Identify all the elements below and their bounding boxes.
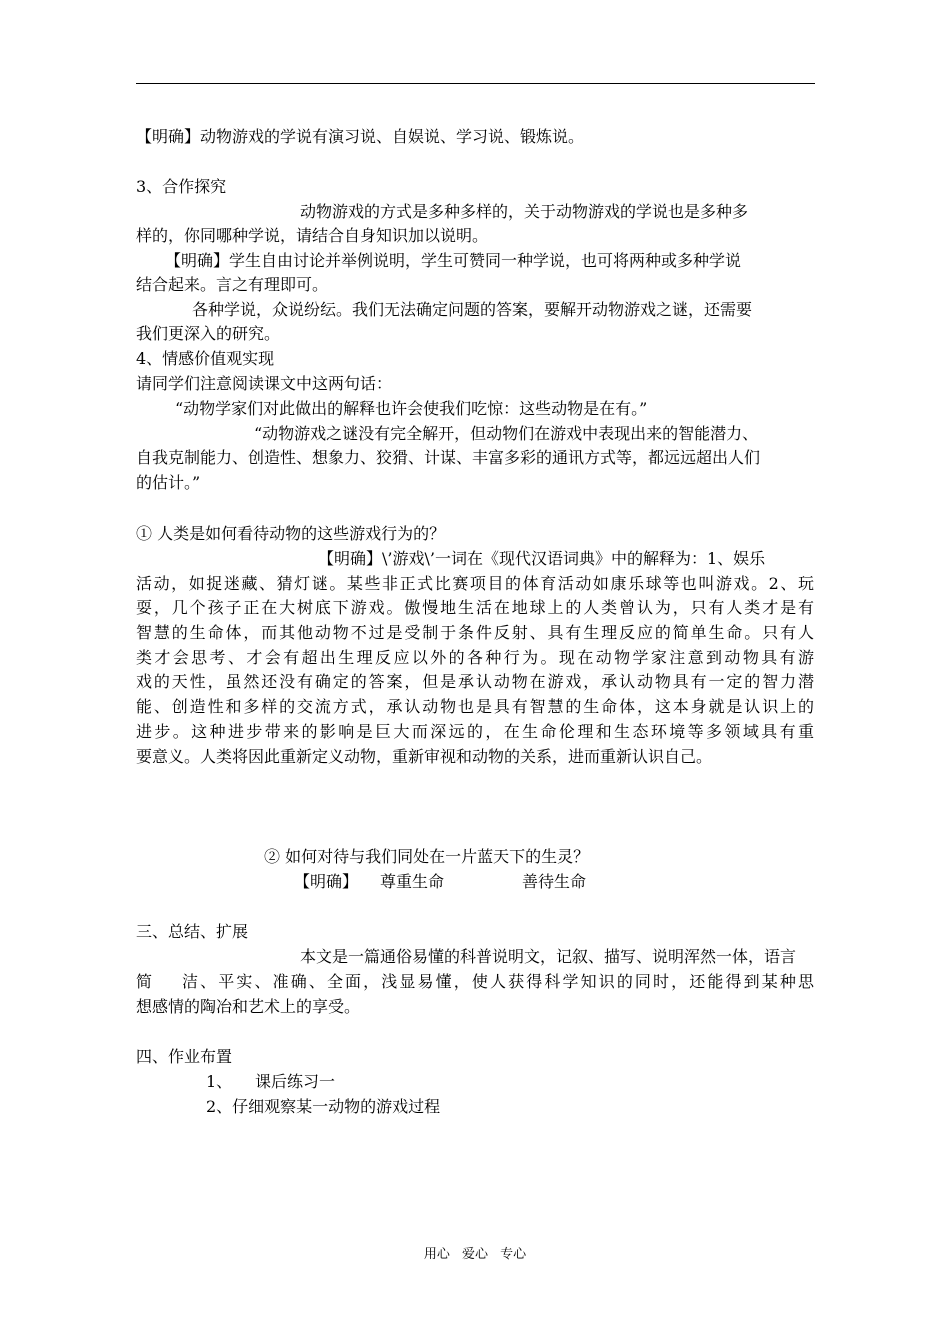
quote-two-line: 自我克制能力、创造性、想象力、狡猾、计谋、丰富多彩的通讯方式等，都远远超出人们 [136, 448, 761, 467]
homework-item-number: 1、 [206, 1072, 233, 1091]
answer-one-line: 【明确】\’游戏\’一词在《现代汉语词典》中的解释为：1、娱乐 [318, 549, 766, 568]
inquiry-question-line: 动物游戏的方式是多种多样的，关于动物游戏的学说也是多种多 [300, 202, 749, 221]
page-footer: 用心 爱心 专心 [423, 1247, 527, 1262]
answer-one-line: 要意义。人类将因此重新定义动物，重新审视和动物的关系，进而重新认识自己。 [136, 747, 713, 766]
answer-one-line: 能、创造性和多样的交流方式，承认动物也是具有智慧的生命体，这本身就是认识上的 [136, 697, 814, 716]
summary-line: 想感情的陶冶和艺术上的享受。 [136, 997, 361, 1016]
homework-item: 2、仔细观察某一动物的游戏过程 [206, 1097, 441, 1116]
summary-line: 洁、平实、准确、全面，浅显易懂，使人获得科学知识的同时，还能得到某种思 [182, 972, 814, 991]
answer-one-line: 智慧的生命体，而其他动物不过是受制于条件反射、具有生理反应的简单生命。只有人 [136, 623, 814, 642]
answer-two-label: 【明确】 [294, 872, 359, 891]
answer-one-line: 戏的天性，虽然还没有确定的答案，但是承认动物在游戏，承认动物具有一定的智力潜 [136, 672, 814, 691]
answer-one-line: 活动，如捉迷藏、猜灯谜。某些非正式比赛项目的体育活动如康乐球等也叫游戏。2、玩 [136, 574, 814, 593]
header-rule [136, 83, 815, 84]
answer-one-line: 类才会思考、才会有超出生理反应以外的各种行为。现在动物学家注意到动物具有游 [136, 648, 814, 667]
question-one: ① 人类是如何看待动物的这些游戏行为的？ [136, 524, 446, 543]
inquiry-answer-line: 【明确】学生自由讨论并举例说明，学生可赞同一种学说，也可将两种或多种学说 [165, 251, 742, 270]
answer-two-respect-life: 尊重生命 [380, 872, 445, 891]
summary-line: 本文是一篇通俗易懂的科普说明文，记叙、描写、说明浑然一体，语言 [300, 947, 797, 966]
inquiry-answer-line: 结合起来。言之有理即可。 [136, 275, 329, 294]
answer-one-line: 进步。这种进步带来的影响是巨大而深远的，在生命伦理和生态环境等多领域具有重 [136, 722, 814, 741]
section-heading-values: 4、情感价值观实现 [136, 349, 275, 368]
quote-one: “动物学家们对此做出的解释也许会使我们吃惊：这些动物是在有。” [175, 399, 648, 418]
quote-two-line: 的估计。” [136, 473, 201, 492]
section-heading-cooperative-inquiry: 3、合作探究 [136, 177, 227, 196]
inquiry-question-line: 样的，你同哪种学说，请结合自身知识加以说明。 [136, 226, 489, 245]
question-two: ② 如何对待与我们同处在一片蓝天下的生灵？ [264, 847, 590, 866]
section-heading-summary: 三、总结、扩展 [136, 922, 249, 941]
answer-theories: 【明确】动物游戏的学说有演习说、自娱说、学习说、锻炼说。 [136, 127, 585, 146]
section-heading-homework: 四、作业布置 [136, 1047, 233, 1066]
inquiry-comment-line: 我们更深入的研究。 [136, 324, 281, 343]
summary-line-start: 简 [136, 972, 153, 991]
inquiry-comment-line: 各种学说，众说纷纭。我们无法确定问题的答案，要解开动物游戏之谜，还需要 [192, 300, 753, 319]
answer-two-cherish-life: 善待生命 [522, 872, 587, 891]
values-intro: 请同学们注意阅读课文中这两句话： [136, 374, 393, 393]
answer-one-line: 耍，几个孩子正在大树底下游戏。傲慢地生活在地球上的人类曾认为，只有人类才是有 [136, 598, 814, 617]
quote-two-line: “动物游戏之谜没有完全解开，但动物们在游戏中表现出来的智能潜力、 [254, 424, 759, 443]
homework-item-text: 课后练习一 [255, 1072, 336, 1091]
